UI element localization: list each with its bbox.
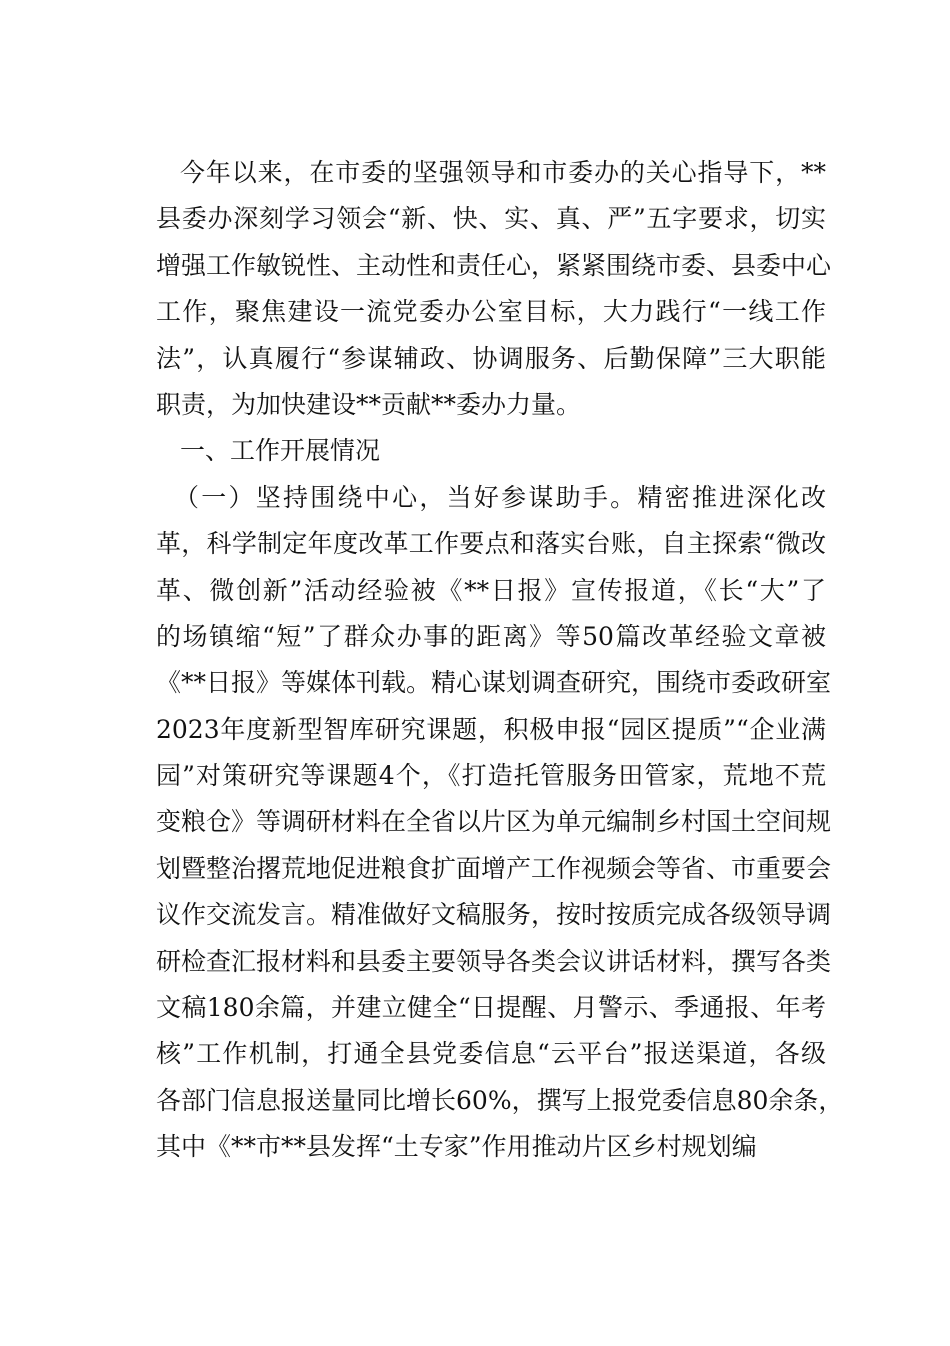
document-body	[156, 150, 844, 1171]
paragraph-section-1	[156, 475, 844, 1171]
text-line: 文稿180余篇，并建立健全“日提醒、月警示、季通报、年考	[156, 993, 826, 1023]
text-line: 《**日报》等媒体刊载。精心谋划调查研究，围绕市委政研室	[156, 668, 832, 698]
text-line: 职责，为加快建设**贡献**委办力量。	[156, 389, 582, 419]
text-line: 变粮仓》等调研材料在全省以片区为单元编制乡村国土空间规	[156, 807, 832, 837]
text-line: 革、微创新”活动经验被《**日报》宣传报道，《长“大”了	[156, 575, 826, 605]
text-line: 划暨整治撂荒地促进粮食扩面增产工作视频会等省、市重要会	[156, 853, 832, 883]
text-line: 工作，聚焦建设一流党委办公室目标，大力践行“一线工作	[156, 297, 826, 327]
text-line: 研检查汇报材料和县委主要领导各类会议讲话材料，撰写各类	[156, 946, 832, 976]
text-line: 的场镇缩“短”了群众办事的距离》等50篇改革经验文章被	[156, 621, 826, 651]
text-line: 县委办深刻学习领会“新、快、实、真、严”五字要求，切实	[156, 204, 826, 234]
paragraph-intro	[156, 150, 832, 428]
heading-text: 一、工作开展情况	[180, 436, 381, 466]
text-line: （一）坚持围绕中心，当好参谋助手。精密推进深化改	[174, 482, 826, 512]
section-heading	[156, 428, 826, 474]
text-line: 革，科学制定年度改革工作要点和落实台账，自主探索“微改	[156, 529, 826, 559]
text-line: 核”工作机制，打通全县党委信息“云平台”报送渠道，各级	[156, 1039, 826, 1069]
text-line: 各部门信息报送量同比增长60%，撰写上报党委信息80余条，	[156, 1085, 844, 1115]
text-line: 园”对策研究等课题4个，《打造托管服务田管家，荒地不荒	[156, 761, 826, 791]
text-line: 其中《**市**县发挥“土专家”作用推动片区乡村规划编	[156, 1132, 757, 1162]
text-line: 今年以来，在市委的坚强领导和市委办的关心指导下，**	[180, 158, 826, 187]
text-line: 2023年度新型智库研究课题，积极申报“园区提质”“企业满	[156, 714, 826, 744]
text-line: 法”，认真履行“参谋辅政、协调服务、后勤保障”三大职能	[156, 343, 826, 373]
text-line: 议作交流发言。精准做好文稿服务，按时按质完成各级领导调	[156, 900, 832, 930]
text-line: 增强工作敏锐性、主动性和责任心，紧紧围绕市委、县委中心	[156, 250, 832, 280]
